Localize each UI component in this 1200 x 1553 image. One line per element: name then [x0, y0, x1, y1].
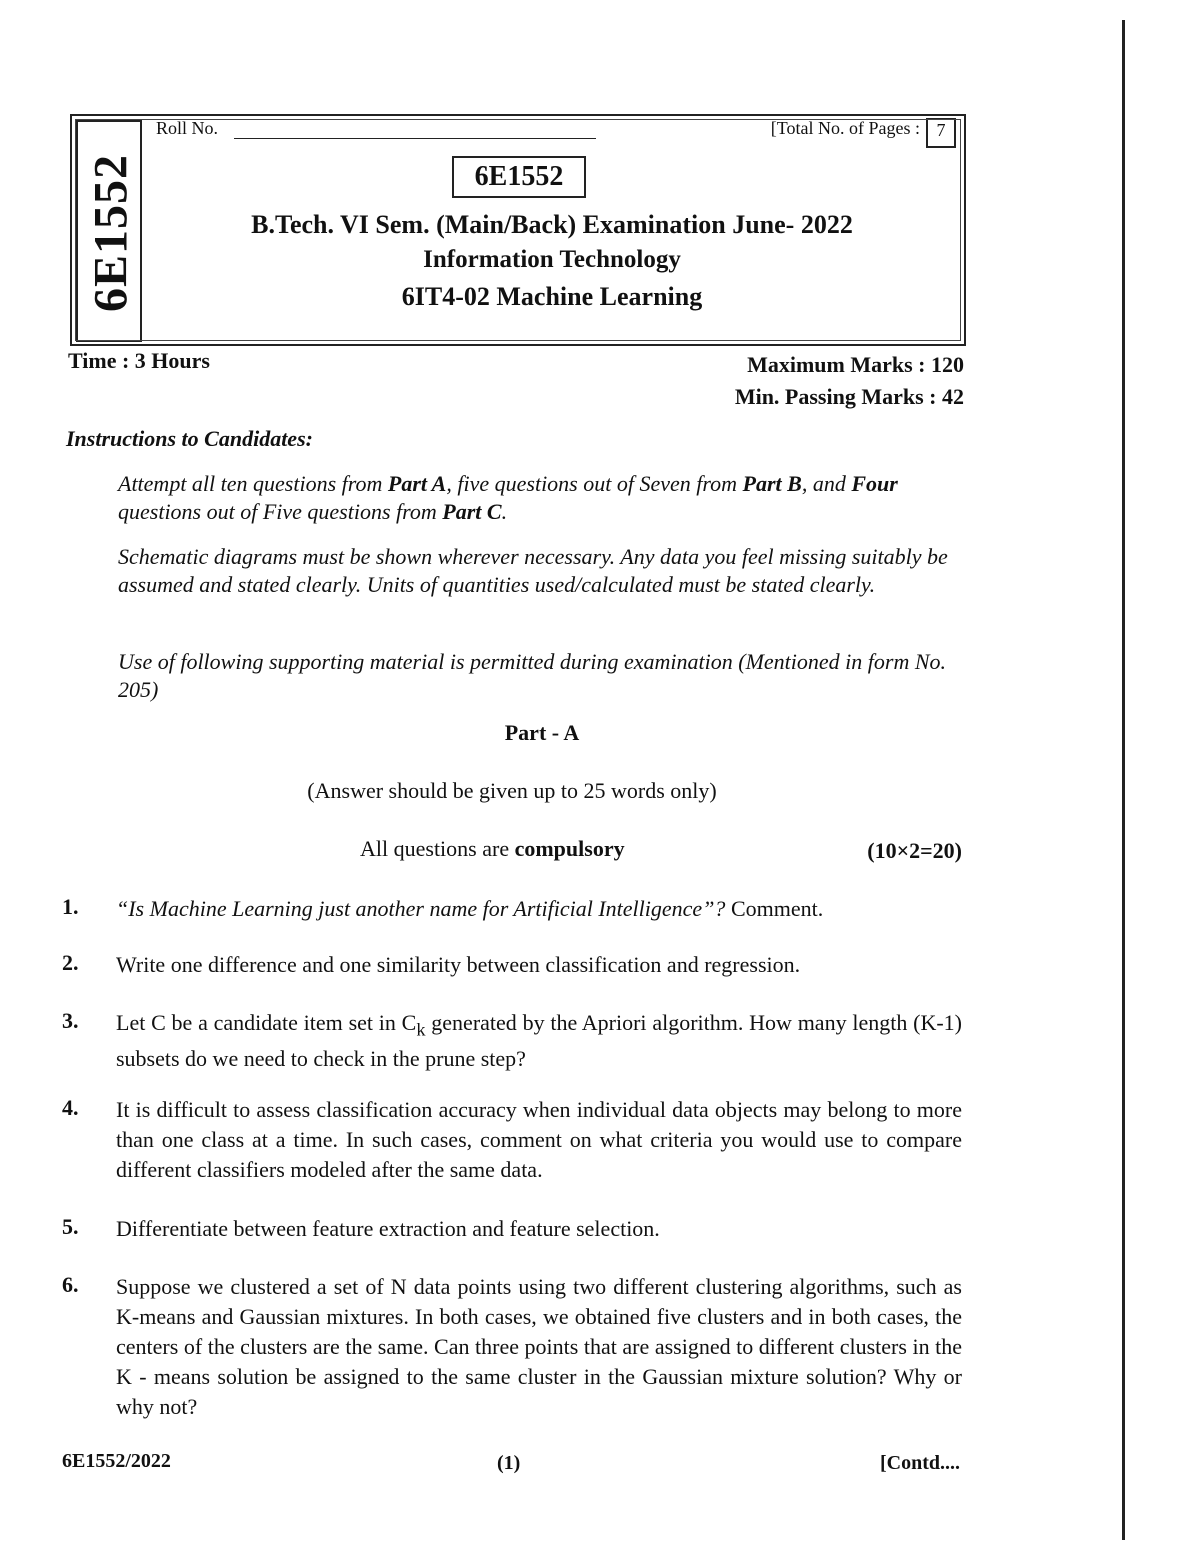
question-text-part: Comment.: [725, 896, 824, 921]
roll-number-label: Roll No.: [156, 118, 219, 138]
subscript: k: [416, 1019, 426, 1040]
instruction-attempt: [118, 470, 968, 526]
part-a-title: Part - A: [504, 720, 580, 745]
subject-name: 6IT4-02 Machine Learning: [401, 282, 703, 311]
instruction-material: Use of following supporting material is permitted during examination (Mentioned in form No. 205): [118, 649, 947, 702]
question-number: 5.: [62, 1214, 79, 1239]
compulsory-text: All questions are: [360, 836, 515, 861]
instructions-title: Instructions to Candidates:: [66, 426, 313, 451]
question-text: Differentiate between feature extraction and feature selection.: [116, 1216, 660, 1241]
branch-name: Information Technology: [423, 246, 681, 273]
question-text: [116, 1008, 962, 1074]
question-number: 3.: [62, 1008, 79, 1033]
total-pages-value: 7: [926, 118, 956, 148]
question-text: Suppose we clustered a set of N data points using two different clustering algorithms, such as K-means and Gaussian mixtures. In both cases, we obtained five clusters and in both cases, the centers of the clusters are the same. Can three points that are assigned to different clusters in the K - means solution be assigned to the same cluster in the Gaussian mixture solution? Why or why not?: [116, 1274, 962, 1419]
instruction-diagrams: Schematic diagrams must be shown wherever necessary. Any data you feel missing suitably be assumed and stated clearly. Units of quantities used/calculated must be stated clearly.: [118, 544, 948, 597]
question-number: 2.: [62, 950, 79, 975]
instruction-text: .: [501, 499, 508, 524]
instruction-text: Attempt all ten questions from: [118, 471, 388, 496]
page-edge-rule: [1122, 20, 1125, 1540]
instruction-text: , and: [801, 471, 852, 496]
min-passing-marks: Min. Passing Marks : 42: [734, 384, 964, 409]
question-number: 4.: [62, 1095, 79, 1120]
footer-page-number: (1): [497, 1452, 521, 1474]
instruction-emphasis: Part A: [387, 471, 447, 496]
total-pages-label: [Total No. of Pages :: [770, 118, 920, 138]
instruction-emphasis: Part B: [742, 471, 802, 496]
question-text-part: generated by the Apriori algorithm. How many length (K-1) subsets do we need to check in the prune step?: [116, 1010, 962, 1072]
question-text: [116, 894, 962, 924]
exam-duration: Time : 3 Hours: [68, 348, 210, 373]
side-code-box: [76, 120, 142, 342]
part-a-note: (Answer should be given up to 25 words only): [307, 778, 717, 803]
question-text: Write one difference and one similarity between classification and regression.: [116, 952, 801, 977]
footer-continued: [Contd....: [879, 1452, 960, 1474]
instruction-text: , five questions out of Seven from: [446, 471, 743, 496]
maximum-marks: Maximum Marks : 120: [747, 352, 964, 377]
question-text: It is difficult to assess classification accuracy when individual data objects may belong to more than one class at a time. In such cases, comment on what criteria you would use to compare different classifiers modeled after the same data.: [116, 1097, 962, 1182]
part-a-marks: (10×2=20): [867, 838, 962, 863]
footer-paper-code: 6E1552/2022: [62, 1450, 171, 1472]
total-pages: [771, 118, 956, 148]
part-a-compulsory: [360, 836, 625, 862]
compulsory-emphasis: compulsory: [514, 836, 625, 861]
question-text-part: Let C be a candidate item set in C: [116, 1010, 417, 1035]
side-paper-code: 6E1552: [84, 153, 138, 313]
question-number: 6.: [62, 1272, 79, 1297]
instruction-emphasis: Part C: [442, 499, 502, 524]
question-number: 1.: [62, 894, 79, 919]
question-quote: “Is Machine Learning just another name for Artificial Intelligence”?: [116, 896, 726, 921]
instruction-text: questions out of Five questions from: [118, 499, 443, 524]
exam-title: B.Tech. VI Sem. (Main/Back) Examination June- 2022: [251, 210, 853, 239]
paper-code: 6E1552: [452, 156, 586, 198]
instruction-emphasis: Four: [851, 471, 898, 496]
header-box: [70, 114, 966, 346]
roll-number-field: [234, 138, 596, 139]
